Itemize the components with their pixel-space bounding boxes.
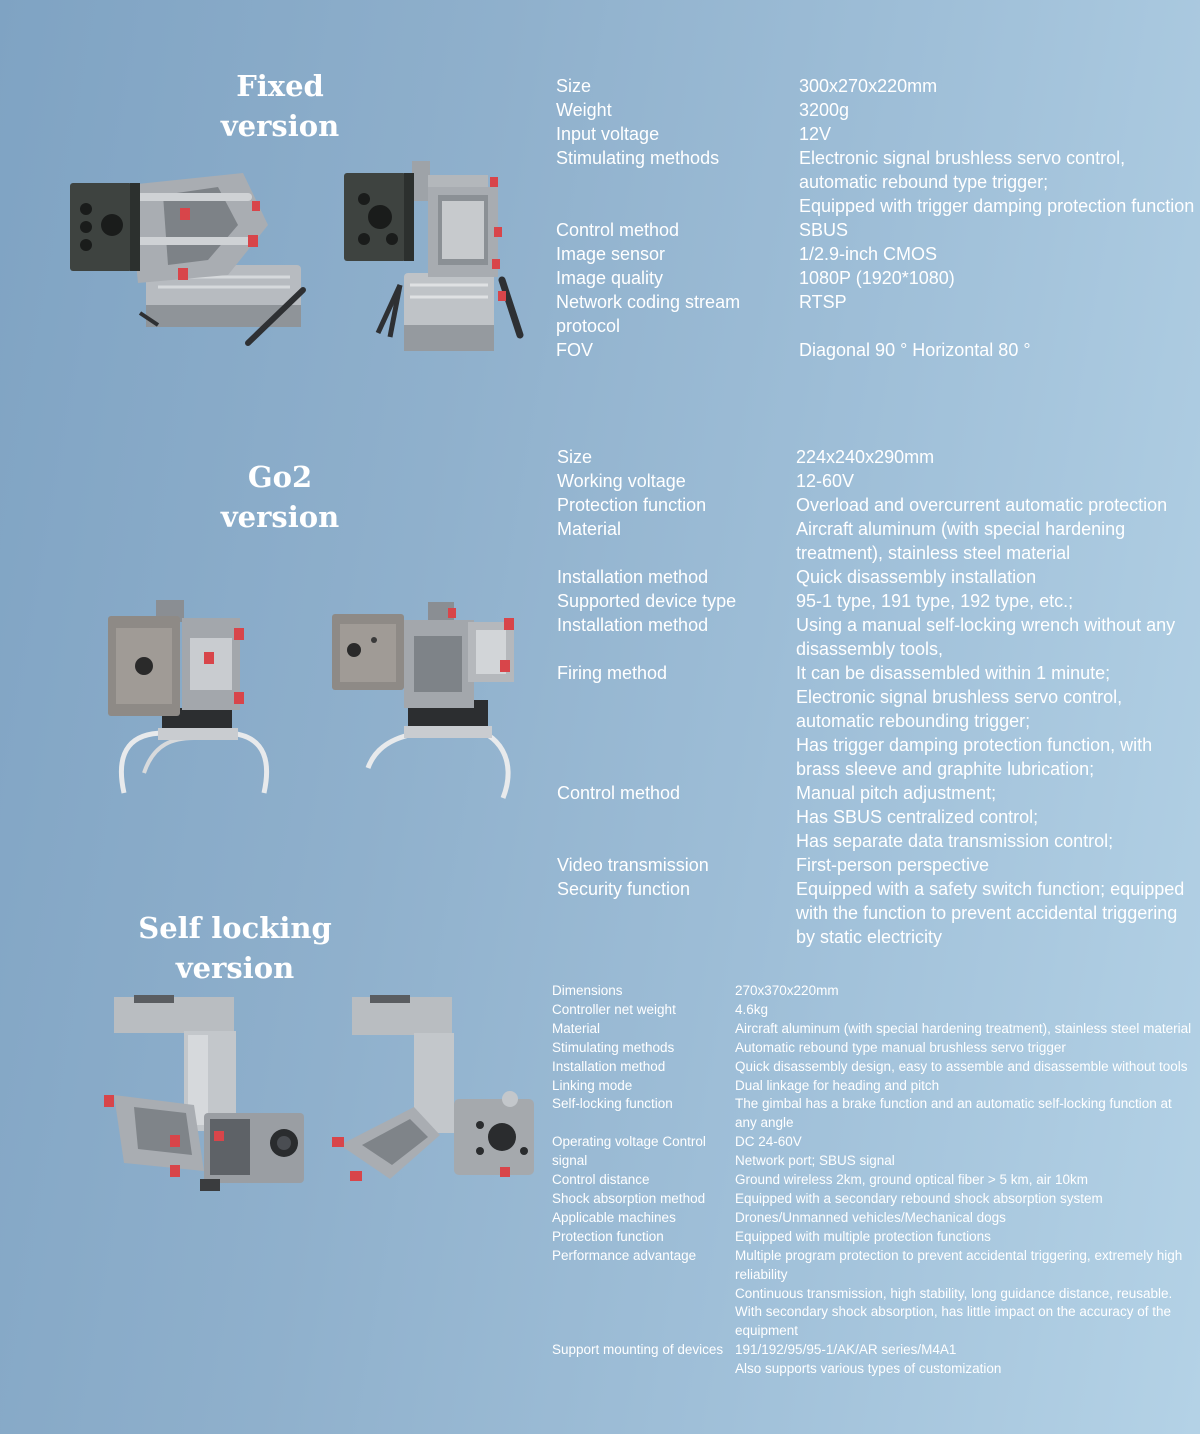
self-locking-gimbal-image-right	[330, 995, 540, 1190]
spec-row	[556, 242, 1196, 266]
fixed-spec-table	[556, 74, 1196, 362]
spec-label: Dimensions	[552, 983, 623, 998]
spec-label: Image sensor	[556, 244, 666, 264]
spec-label: Size	[556, 76, 592, 96]
spec-value: 191/192/95/95-1/AK/AR series/M4A1 Also supports various types of customization	[735, 1342, 1002, 1377]
spec-row	[557, 493, 1200, 517]
spec-label: Control distance	[552, 1172, 650, 1188]
spec-row	[552, 1228, 1194, 1247]
spec-row	[552, 1001, 1194, 1020]
spec-value: Aircraft aluminum (with special hardening treatment), stainless steel material	[735, 1020, 1192, 1036]
spec-value: Automatic rebound type manual brushless servo trigger	[735, 1039, 1066, 1055]
spec-label: Material	[552, 1020, 601, 1036]
spec-label: Operating voltage Control signal	[552, 1134, 706, 1169]
spec-row	[552, 1133, 1194, 1171]
spec-value: 224x240x290mm	[796, 447, 935, 467]
spec-value: 4.6kg	[735, 1001, 769, 1017]
spec-label: Control method	[557, 783, 681, 803]
spec-value: 3200g	[799, 100, 850, 120]
spec-row	[557, 469, 1200, 493]
spec-value: Aircraft aluminum (with special hardening treatment), stainless steel material	[796, 519, 1126, 563]
spec-label: Installation method	[557, 615, 709, 635]
spec-row	[556, 218, 1196, 242]
spec-value: Ground wireless 2km, ground optical fiber > 5 km, air 10km	[735, 1172, 1089, 1188]
spec-label: Security function	[557, 879, 691, 899]
spec-value: 300x270x220mm	[799, 76, 938, 96]
spec-row	[557, 613, 1200, 661]
spec-row	[556, 338, 1196, 362]
spec-row	[556, 266, 1196, 290]
spec-row	[557, 877, 1200, 949]
spec-row	[557, 565, 1200, 589]
spec-row	[557, 589, 1200, 613]
self-locking-title-line2: version	[175, 951, 295, 985]
spec-label: Self-locking function	[552, 1096, 673, 1112]
spec-value: First-person perspective	[796, 855, 990, 875]
spec-label: Firing method	[557, 663, 668, 683]
spec-row	[552, 982, 1194, 1001]
spec-label: Support mounting of devices	[552, 1342, 724, 1358]
spec-value: Equipped with multiple protection functions	[735, 1228, 991, 1244]
spec-value: Electronic signal brushless servo control, automatic rebound type trigger; Equipped with trigger damping protection function	[799, 148, 1195, 216]
spec-value: DC 24-60V Network port; SBUS signal	[735, 1134, 895, 1169]
fixed-version-title	[180, 66, 380, 146]
spec-value: 12V	[799, 124, 832, 144]
spec-value: Using a manual self-locking wrench without any disassembly tools,	[796, 615, 1176, 659]
spec-value: Diagonal 90 ° Horizontal 80 °	[799, 340, 1031, 360]
fixed-gimbal-image-right	[342, 155, 527, 355]
spec-label: Shock absorption method	[552, 1190, 706, 1206]
spec-value: 1080P (1920*1080)	[799, 268, 955, 288]
self-locking-title-line1: Self locking	[138, 911, 332, 945]
self-locking-spec-table	[552, 982, 1194, 1379]
spec-value: SBUS	[799, 220, 849, 240]
spec-value: 12-60V	[796, 471, 855, 491]
spec-row	[552, 1095, 1194, 1133]
self-locking-version-title	[110, 908, 360, 988]
spec-row	[552, 1209, 1194, 1228]
spec-label: Weight	[556, 100, 612, 120]
spec-row	[557, 517, 1200, 565]
spec-value: 95-1 type, 191 type, 192 type, etc.;	[796, 591, 1074, 611]
spec-value: Manual pitch adjustment; Has SBUS centralized control; Has separate data transmission control;	[796, 783, 1114, 851]
spec-value: Quick disassembly design, easy to assemble and disassemble without tools	[735, 1058, 1188, 1074]
spec-label: Protection function	[552, 1228, 664, 1244]
spec-label: Material	[557, 519, 622, 539]
spec-row	[552, 1247, 1194, 1342]
spec-row	[552, 1039, 1194, 1058]
spec-row	[557, 445, 1200, 469]
go2-gimbal-image-right	[328, 600, 528, 805]
spec-value: 1/2.9-inch CMOS	[799, 244, 938, 264]
spec-label: Image quality	[556, 268, 664, 288]
spec-label: Installation method	[552, 1058, 666, 1074]
spec-row	[552, 1020, 1194, 1039]
spec-value: Overload and overcurrent automatic protection	[796, 495, 1168, 515]
spec-label: Protection function	[557, 495, 707, 515]
spec-label: Controller net weight	[552, 1001, 676, 1017]
spec-row	[557, 781, 1200, 853]
go2-title-line1: Go2	[247, 460, 313, 494]
spec-row	[552, 1341, 1194, 1379]
spec-row	[552, 1058, 1194, 1077]
spec-label: Network coding stream protocol	[556, 292, 741, 336]
fixed-title-line2: version	[220, 109, 340, 143]
spec-value: Drones/Unmanned vehicles/Mechanical dogs	[735, 1209, 1006, 1225]
spec-label: Control method	[556, 220, 680, 240]
spec-label: Working voltage	[557, 471, 686, 491]
spec-label: Stimulating methods	[552, 1039, 675, 1055]
spec-value: The gimbal has a brake function and an automatic self-locking function at any angle	[735, 1096, 1172, 1131]
spec-value: It can be disassembled within 1 minute; Electronic signal brushless servo control, automatic rebounding trigger; Has trigger damping protection function, with brass sleeve and graphite lubrication;	[796, 663, 1153, 779]
spec-label: Size	[557, 447, 593, 467]
spec-value: Dual linkage for heading and pitch	[735, 1077, 940, 1093]
spec-row	[552, 1077, 1194, 1096]
spec-value: Multiple program protection to prevent accidental triggering, extremely high reliability Continuous transmission, high stability, long guidance distance, reusable. With secondary shock absorption, has little impact on the accuracy of the equipment	[735, 1247, 1183, 1339]
spec-label: Supported device type	[557, 591, 737, 611]
spec-row	[556, 98, 1196, 122]
spec-label: Input voltage	[556, 124, 660, 144]
spec-row	[557, 661, 1200, 781]
spec-row	[556, 74, 1196, 98]
spec-label: FOV	[556, 340, 594, 360]
spec-label: Applicable machines	[552, 1209, 676, 1225]
self-locking-gimbal-image-left	[104, 995, 314, 1195]
spec-value: Equipped with a safety switch function; equipped with the function to prevent accidental triggering by static electricity	[796, 879, 1185, 947]
go2-spec-table	[557, 445, 1200, 949]
go2-gimbal-image-left	[104, 598, 284, 803]
spec-value: 270x370x220mm	[735, 983, 839, 998]
fixed-title-line1: Fixed	[236, 69, 324, 103]
spec-row	[552, 1171, 1194, 1190]
spec-label: Performance advantage	[552, 1247, 697, 1263]
spec-row	[556, 146, 1196, 218]
spec-value: RTSP	[799, 292, 847, 312]
spec-label: Installation method	[557, 567, 709, 587]
go2-version-title	[180, 457, 380, 537]
spec-row	[552, 1190, 1194, 1209]
fixed-gimbal-image-left	[68, 165, 308, 360]
go2-title-line2: version	[220, 500, 340, 534]
spec-value: Quick disassembly installation	[796, 567, 1037, 587]
spec-label: Video transmission	[557, 855, 709, 875]
spec-row	[557, 853, 1200, 877]
spec-label: Stimulating methods	[556, 148, 720, 168]
spec-value: Equipped with a secondary rebound shock absorption system	[735, 1190, 1103, 1206]
spec-row	[556, 122, 1196, 146]
spec-row	[556, 290, 1196, 338]
spec-label: Linking mode	[552, 1077, 633, 1093]
